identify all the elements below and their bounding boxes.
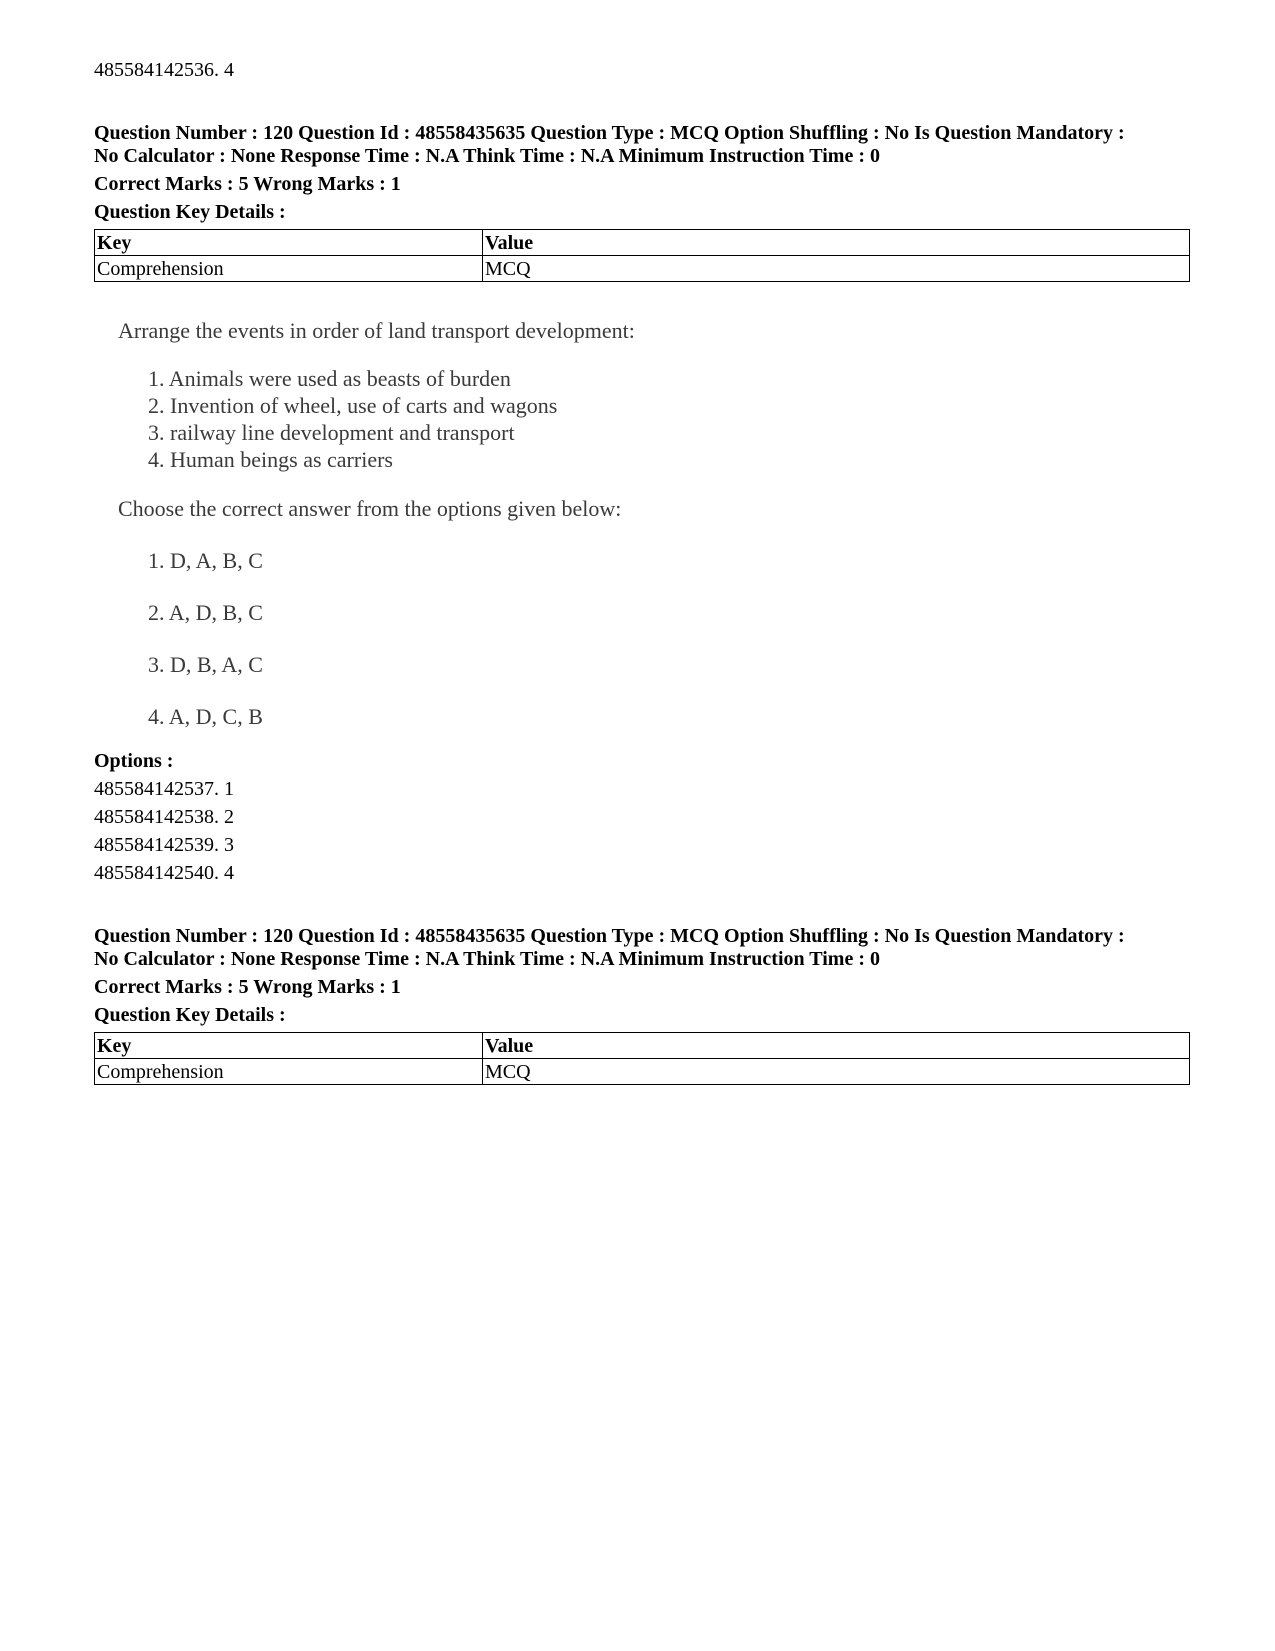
table-header-value: Value xyxy=(483,1033,1190,1059)
table-header-row xyxy=(95,1033,1190,1059)
event-item: 1. Animals were used as beasts of burden xyxy=(148,366,511,391)
question-stem: Arrange the events in order of land transport development: xyxy=(118,318,635,343)
table-header-key: Key xyxy=(95,230,483,256)
answer-choice: 3. D, B, A, C xyxy=(148,652,263,677)
table-row xyxy=(95,256,1190,282)
table-cell-value: MCQ xyxy=(483,1059,1190,1085)
option-line: 485584142538. 2 xyxy=(94,806,234,828)
question-meta-line-2: No Calculator : None Response Time : N.A Think Time : N.A Minimum Instruction Time : 0 xyxy=(94,145,880,167)
marks-line: Correct Marks : 5 Wrong Marks : 1 xyxy=(94,173,401,195)
options-heading: Options : xyxy=(94,750,174,772)
key-details-table xyxy=(94,1032,1190,1085)
event-item: 3. railway line development and transport xyxy=(148,420,515,445)
key-details-heading: Question Key Details : xyxy=(94,1004,286,1026)
option-line: 485584142539. 3 xyxy=(94,834,234,856)
marks-line: Correct Marks : 5 Wrong Marks : 1 xyxy=(94,976,401,998)
question-meta-line-2: No Calculator : None Response Time : N.A Think Time : N.A Minimum Instruction Time : 0 xyxy=(94,948,880,970)
table-cell-key: Comprehension xyxy=(95,1059,483,1085)
table-cell-key: Comprehension xyxy=(95,256,483,282)
answer-choice: 2. A, D, B, C xyxy=(148,600,263,625)
event-item: 2. Invention of wheel, use of carts and wagons xyxy=(148,393,558,418)
answer-choice: 4. A, D, C, B xyxy=(148,704,263,729)
question-meta-line-1: Question Number : 120 Question Id : 48558435635 Question Type : MCQ Option Shuffling : No Is Question Mandatory : xyxy=(94,925,1125,947)
answer-choice: 1. D, A, B, C xyxy=(148,548,263,573)
table-header-value: Value xyxy=(483,230,1190,256)
table-header-row xyxy=(95,230,1190,256)
previous-option-line: 485584142536. 4 xyxy=(94,59,234,81)
table-header-key: Key xyxy=(95,1033,483,1059)
table-cell-value: MCQ xyxy=(483,256,1190,282)
option-line: 485584142540. 4 xyxy=(94,862,234,884)
question-instruction: Choose the correct answer from the options given below: xyxy=(118,496,622,521)
option-line: 485584142537. 1 xyxy=(94,778,234,800)
question-meta-line-1: Question Number : 120 Question Id : 48558435635 Question Type : MCQ Option Shuffling : No Is Question Mandatory : xyxy=(94,122,1125,144)
key-details-heading: Question Key Details : xyxy=(94,201,286,223)
key-details-table xyxy=(94,229,1190,282)
table-row xyxy=(95,1059,1190,1085)
event-item: 4. Human beings as carriers xyxy=(148,447,393,472)
